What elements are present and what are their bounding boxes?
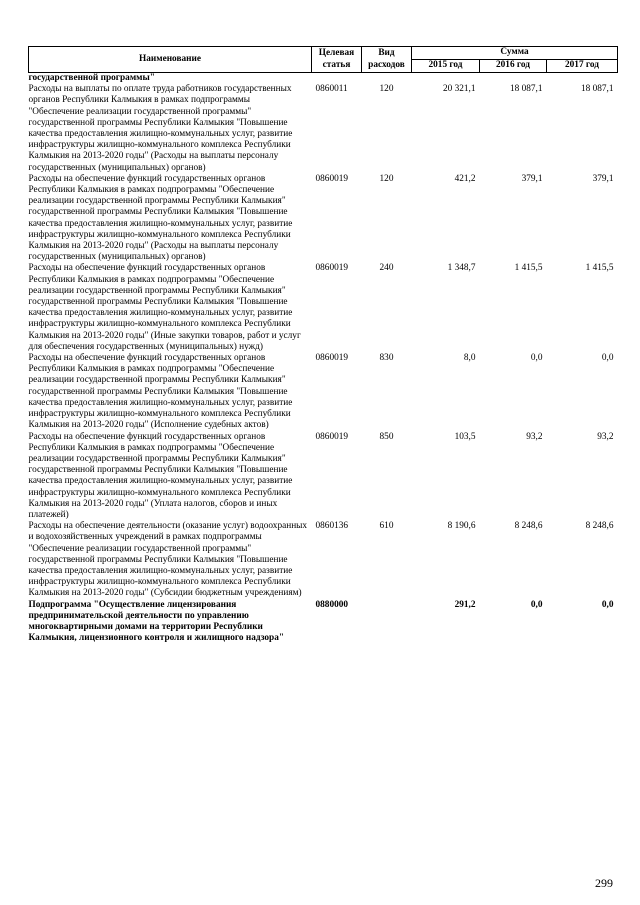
row-name-cell: государственной программы" (29, 73, 312, 85)
row-expense-type-cell: 240 (379, 263, 394, 274)
row-value-2017-cell: 379,1 (592, 173, 614, 184)
row-article-cell: 0880000 (315, 599, 349, 610)
row-value-2016-cell: 379,1 (521, 173, 543, 184)
header-expense-type: Вид расходов (362, 47, 412, 73)
header-year-2016: 2016 год (480, 60, 547, 73)
table-row (29, 174, 618, 264)
row-value-2015-cell: 1 348,7 (447, 263, 476, 274)
row-value-2015-cell: 291,2 (454, 599, 476, 610)
row-value-2016-cell: 18 087,1 (509, 84, 543, 95)
row-expense-type-cell (362, 600, 412, 645)
table-row (29, 84, 618, 174)
header-sum: Сумма (412, 47, 618, 60)
row-name-cell: Расходы на выплаты по оплате труда работников государственных органов Республики Калмыкия в рамках подпрограммы "Обеспечение реализации государственной программы" государственной программы Республики Калмыкия "Повышение качества предоставления жилищно-коммунальных услуг, развитие инфраструктуры жилищно-коммунального комплекса Республики Калмыкия на 2013-2020 годы" (Расходы на выплаты персоналу государственных (муниципальных) органов) (28, 84, 293, 173)
table-row (29, 432, 618, 522)
row-name-cell: Расходы на обеспечение функций государственных органов Республики Калмыкия в рамках подпрограммы "Обеспечение реализации государственной программы Республики Калмыкия" государственной программы Республики Калмыкия "Повышение качества предоставления жилищно-коммунальных услуг, развитие инфраструктуры жилищно-коммунального комплекса Республики Калмыкия на 2013-2020 годы" (Расходы на выплаты персоналу государственных (муниципальных) органов) (28, 173, 293, 263)
row-expense-type-cell (362, 73, 412, 85)
table-row (29, 521, 618, 599)
row-expense-type-cell: 120 (379, 84, 394, 95)
row-expense-type-cell: 830 (379, 353, 394, 364)
table-header (29, 47, 618, 73)
row-value-2015-cell: 8,0 (463, 353, 476, 364)
row-value-2015-cell: 421,2 (454, 173, 476, 184)
row-value-2017-cell: 18 087,1 (580, 84, 614, 95)
row-article-cell: 0860019 (315, 263, 349, 274)
header-year-2017: 2017 год (547, 60, 618, 73)
table-row (29, 600, 618, 645)
row-name-cell: Подпрограмма "Осуществление лицензирования предпринимательской деятельности по управлению многоквартирными домами на территории Республики Калмыкия, лицензионного контроля и жилищного надзора" (28, 599, 285, 644)
row-value-2017-cell (547, 73, 618, 85)
table-row (29, 263, 618, 353)
row-article-cell: 0860019 (315, 173, 349, 184)
row-article-cell: 0860019 (315, 431, 349, 442)
budget-table (28, 46, 618, 644)
row-value-2017-cell: 8 248,6 (585, 521, 614, 532)
row-expense-type-cell: 850 (379, 431, 394, 442)
page-number: 299 (595, 876, 613, 890)
row-value-2015-cell: 20 321,1 (442, 84, 476, 95)
row-name-cell: Расходы на обеспечение деятельности (оказание услуг) водоохранных и водохозяйственных учреждений в рамках подпрограммы "Обеспечение реализации государственной программы" государственной программы Республики Калмыкия "Повышение качества предоставления жилищно-коммунальных услуг, развитие инфраструктуры жилищно-коммунального комплекса Республики Калмыкия на 2013-2020 годы" (Субсидии бюджетным учреждениям) (28, 521, 308, 599)
row-value-2016-cell: 93,2 (526, 431, 543, 442)
row-value-2017-cell: 0,0 (601, 599, 614, 610)
header-article: Целевая статья (312, 47, 362, 73)
row-value-2016-cell: 0,0 (530, 599, 543, 610)
row-article-cell: 0860136 (315, 521, 349, 532)
header-year-2015: 2015 год (412, 60, 480, 73)
table-row (29, 73, 618, 85)
row-value-2016-cell: 1 415,5 (514, 263, 543, 274)
row-value-2016-cell: 8 248,6 (514, 521, 543, 532)
table-body (29, 73, 618, 645)
row-expense-type-cell: 120 (379, 173, 394, 184)
row-article-cell: 0860011 (315, 84, 348, 95)
row-value-2017-cell: 0,0 (601, 353, 614, 364)
row-article-cell: 0860019 (315, 353, 349, 364)
row-value-2015-cell (412, 73, 480, 85)
row-name-cell: Расходы на обеспечение функций государственных органов Республики Калмыкия в рамках подпрограммы "Обеспечение реализации государственной программы Республики Калмыкия" государственной программы Республики Калмыкия "Повышение качества предоставления жилищно-коммунальных услуг, развитие инфраструктуры жилищно-коммунального комплекса Республики Калмыкия на 2013-2020 годы" (Уплата налогов, сборов и иных платежей) (28, 431, 293, 520)
header-name: Наименование (29, 47, 312, 73)
row-expense-type-cell: 610 (379, 521, 394, 532)
row-article-cell (312, 73, 362, 85)
row-name-cell: Расходы на обеспечение функций государственных органов Республики Калмыкия в рамках подпрограммы "Обеспечение реализации государственной программы Республики Калмыкия" государственной программы Республики Калмыкия "Повышение качества предоставления жилищно-коммунальных услуг, развитие инфраструктуры жилищно-коммунального комплекса Республики Калмыкия на 2013-2020 годы" (Иные закупки товаров, работ и услуг для обеспечения государственных (муниципальных) нужд) (28, 263, 301, 352)
row-value-2016-cell (480, 73, 547, 85)
row-value-2017-cell: 93,2 (597, 431, 614, 442)
row-value-2016-cell: 0,0 (530, 353, 543, 364)
row-name-cell: Расходы на обеспечение функций государственных органов Республики Калмыкия в рамках подпрограммы "Обеспечение реализации государственной программы Республики Калмыкия" государственной программы Республики Калмыкия "Повышение качества предоставления жилищно-коммунальных услуг, развитие инфраструктуры жилищно-коммунального комплекса Республики Калмыкия на 2013-2020 годы" (Исполнение судебных актов) (28, 353, 293, 431)
row-value-2015-cell: 8 190,6 (447, 521, 476, 532)
row-value-2015-cell: 103,5 (454, 431, 476, 442)
row-value-2017-cell: 1 415,5 (585, 263, 614, 274)
table-row (29, 353, 618, 431)
